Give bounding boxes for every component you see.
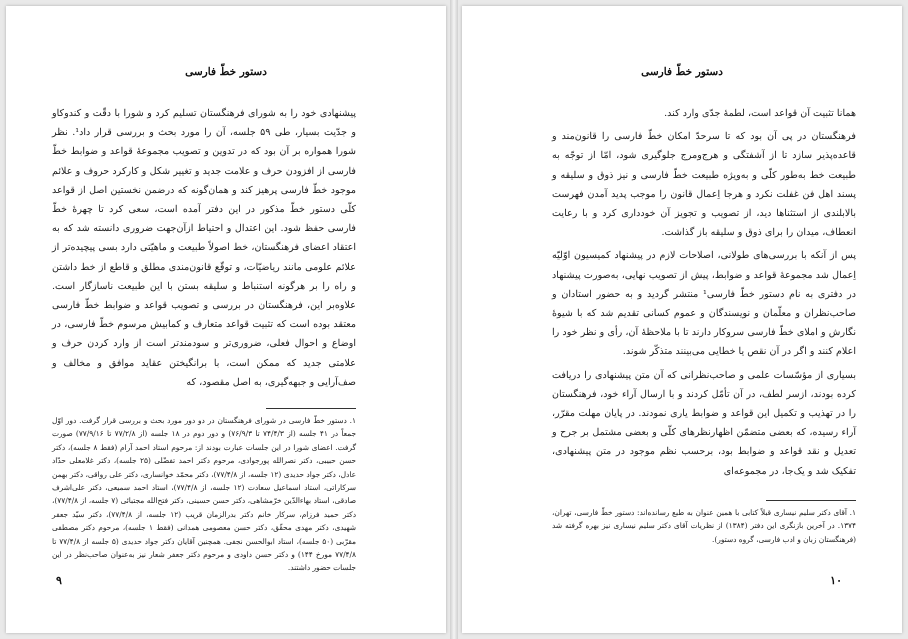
paragraph: بسیاری از مؤسّسات علمی و صاحب‌نظرانی که آن متن پیشنهادی را دریافت کرده بودند، ازسر لطف، در آن تأمّل کردند و با ارسال آراء خود، فرهنگستان را در تهذیب و تکمیل این قواعد و ضوابط یاری نمودند. در پایان مهلت مقرّر، آراء رسیده، که بعضی متضمّن اظهارنظرهای کلّی و بعضی مشتمل بر جرح و تعدیل و نقد قواعد و ضوابط بود، برحسب نظم موجود در متن پیشنهادی، تفکیک شد و یک‌جا، در مجموعه‌ای bbox=[552, 369, 856, 477]
right-page bbox=[462, 6, 902, 633]
footnote-divider bbox=[766, 500, 856, 501]
paragraph: پس از آنکه با بررسی‌های طولانی، اصلاحات لازم در پیشنهاد کمیسیون اوّلیّه اِعمال شد مجموعهٔ قواعد و ضوابط، پیش از تصویب نهایی، به‌صورت پیشنهاد در دفتری به نام دستور خطّ فارسی¹ منتشر گردید و به حضور استادان و صاحب‌نظران و معلّمان و نویسندگان و عموم کسانی تقدیم شد که با شیوهٔ نگارش و املای خطّ فارسی سروکار دارند تا با ملاحظهٔ آن، رأی و نظر خود را اعلام کنند و اگر در آن نقص یا خطایی می‌بینند متذکّر شوند. bbox=[552, 250, 857, 358]
left-page bbox=[6, 6, 446, 633]
footnote-divider bbox=[266, 408, 356, 409]
page-number: ۹ bbox=[56, 574, 62, 587]
paragraph: فرهنگستان در پی آن بود که تا سرحدّ امکان خطّ فارسی را قانون‌مند و قاعده‌پذیر سازد تا از آشفتگی و هرج‌ومرج جلوگیری شود، امّا از توجّه به طبیعت خط به‌طور کلّی و به‌ویژه طبیعت خطّ فارسی و نیز ذوق و سلیقه و پسند اهل فن غفلت نکرد و هرجا اِعمال قانون را موجب پدید آمدن فهرست بالابلندی از استثناها دید، از تصویب و تجویز آن خودداری کرد و با رعایت انعطاف، میدان را برای ذوق و سلیقه باز گذاشت. bbox=[552, 131, 856, 239]
body-text bbox=[552, 104, 856, 481]
page-header: دستور خطّ فارسی bbox=[641, 66, 723, 78]
page-header: دستور خطّ فارسی bbox=[185, 66, 267, 78]
body-text bbox=[52, 104, 356, 392]
footnote: ۱. دستور خطّ فارسی در شورای فرهنگستان در دو دور مورد بحث و بررسی قرار گرفت. دور اوّل جمعاً در ۴۱ جلسه (از ۷۴/۴/۳ تا ۷۶/۹/۳) و دور دوم در ۱۸ جلسه (از ۷۷/۲/۸ تا ۷۷/۹/۱۶) صورت گرفت. اعضای شورا در این جلسات عبارت بودند از: مرحوم استاد احمد آرام (فقط ۸ جلسه)، دکتر حسن حبیبی، دکتر نصرالله پورجوادی، مرحوم دکتر احمد تفضّلی (۲۵ جلسه)، دکتر غلامعلی حدّاد عادل، دکتر جواد حدیدی (۱۲ جلسه، از ۷۷/۴/۸)، دکتر محمّد خوانساری، دکتر علی رواقی، دکتر بهمن سرکاراتی، استاد اسماعیل سعادت (۱۲ جلسه، از ۷۷/۴/۸)، استاد احمد سمیعی، دکتر علی‌اشرف صادقی، استاد بهاءالدّین خرّمشاهی، دکتر حسن حسینی، دکتر فتح‌الله مجتبائی (۷ جلسه، از ۷۷/۴/۸)، دکتر حمید فرزام، سرکار خانم دکتر بدرالزمان قریب (۱۲ جلسه، از ۷۷/۴/۸)، دکتر سیّد جعفر شهیدی، دکتر مهدی محقّق، دکتر حسن معصومی همدانی (فقط ۱ جلسه)، مرحوم دکتر مصطفی مقرّبی (۵۰ جلسه)، استاد ابوالحسن نجفی. همچنین آقایان دکتر جواد حدیدی (۵ جلسه از ۷۷/۴/۸ تا ۷۷/۴/۸ مورخ ۱۴۴) و دکتر حسن داودی و مرحوم دکتر جعفر شعار نیز به‌عنوان صاحب‌نظر در این جلسات حضور داشتند. bbox=[52, 416, 357, 573]
footnotes bbox=[52, 414, 356, 575]
paragraph: همانا تثبیت آن قواعد است، لطمهٔ جدّی وارد کند. bbox=[664, 108, 856, 119]
paragraph: پیشنهادی خود را به شورای فرهنگستان تسلیم کرد و شورا با دقّت و کندوکاو و جدّیت بسیار، طی ۵۹ جلسه، آن را مورد بحث و بررسی قرار داد¹. نظر شورا همواره بر آن بود که در تدوین و تصویب مجموعهٔ قواعد و ضوابط خطّ فارسی از افزودن حرف و علامت جدید و تغییر شکل و کارکرد حروف و علائم موجود خطّ فارسی پرهیز کند و همان‌گونه که درضمن نخستین اصل از قواعد کلّی دستور خطّ مذکور در این دفتر آمده است، سعی کرد تا چهرهٔ خطّ فارسی حفظ شود. این اعتدال و احتیاط ازآن‌جهت ضروری دانسته شد که به اعتقاد اعضای فرهنگستان، خط اصولاً طبیعت و ماهیّتی دارد بسی پیچیده‌تر از علائم علومی مانند ریاضیّات، و توقّع قانون‌مندی مطلق و قاطع از خط داشتن و راه را بر هرگونه استنباط و سلیقه بستن با این طبیعت ناسازگار است. علاوه‌بر این، فرهنگستان در بررسی و تصویب قواعد و ضوابط خطّ فارسی معتقد بوده است که تثبیت قواعد متعارف و کمابیش مرسوم خطّ فارسی، در اوضاع و احوال فعلی، ضروری‌تر و سودمندتر است از وارد کردن حرف و علامتی جدید که ممکن است، با برانگیختن عقاید موافق و مخالف و صف‌آرایی و جبهه‌گیری، به اصل مقصود، که bbox=[52, 108, 357, 388]
book-spine bbox=[450, 0, 458, 639]
footnote: ۱. آقای دکتر سلیم نیساری قبلاً کتابی با همین عنوان به طبع رسانده‌اند: دستور خطّ فارسی، تهران، ۱۳۷۴. در آخرین بازنگری این دفتر (۱۳۸۴) از نظریات آقای دکتر سلیم نیساری نیز بهره گرفته شد (فرهنگستان زبان و ادب فارسی، گروه دستور). bbox=[552, 508, 856, 544]
footnotes bbox=[552, 506, 856, 546]
page-number: ۱۰ bbox=[830, 574, 842, 587]
